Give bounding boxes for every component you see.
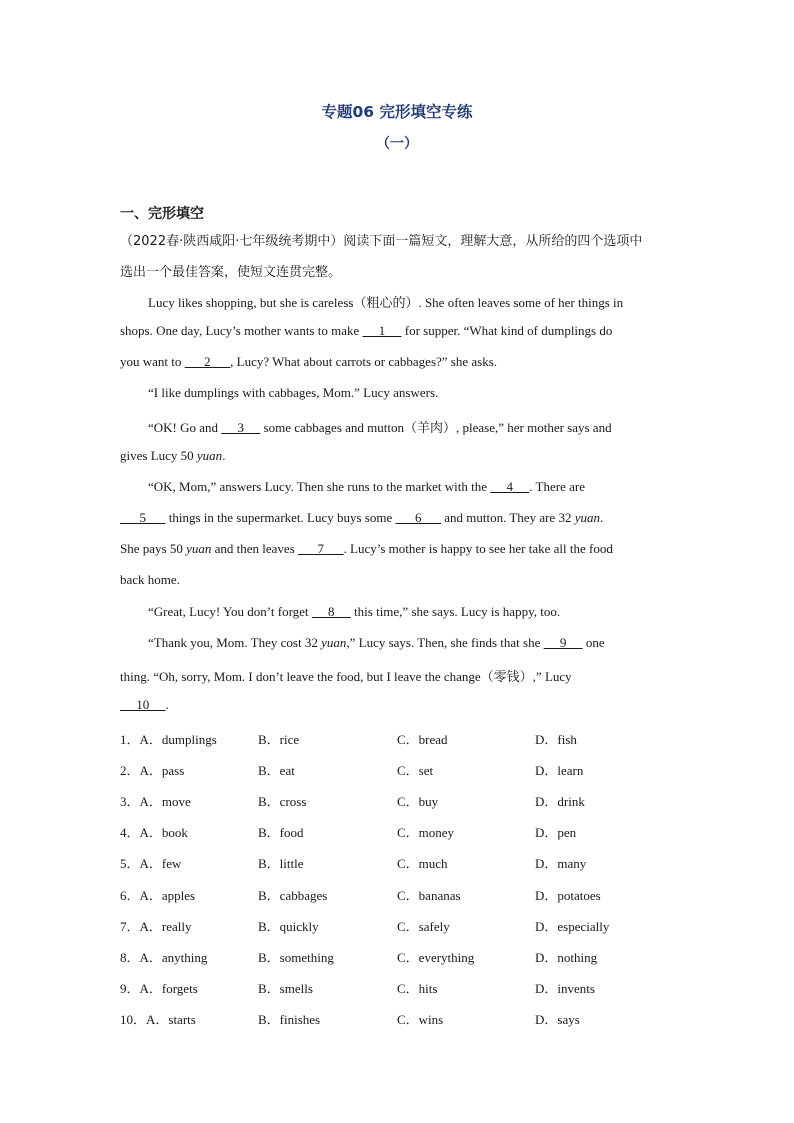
- passage-line: “Thank you, Mom. They cost 32 yuan,” Lucy says. Then, she finds that she 9 one: [148, 635, 605, 650]
- question-6-option-b: B．cabbages: [258, 888, 328, 903]
- question-8-option-b: B．something: [258, 950, 334, 965]
- blank-5: 5: [120, 510, 166, 525]
- passage-line: you want to 2 , Lucy? What about carrots or cabbages?” she asks.: [120, 354, 498, 369]
- question-10-option-c: C．wins: [397, 1012, 444, 1027]
- question-4-option-a: 4．A．book: [120, 825, 188, 840]
- question-6-option-d: D．potatoes: [535, 888, 601, 903]
- question-9-option-a: 9．A．forgets: [120, 981, 198, 996]
- question-8-option-c: C．everything: [397, 950, 475, 965]
- question-7-option-b: B．quickly: [258, 919, 319, 934]
- passage-line: thing. “Oh, sorry, Mom. I don’t leave the food, but I leave the change（零钱）,” Lucy: [120, 669, 572, 685]
- page-title: 专题06 完形填空专练: [321, 103, 473, 121]
- blank-1: 1: [362, 323, 402, 338]
- question-7-option-d: D．especially: [535, 919, 610, 934]
- blank-9: 9: [543, 635, 583, 650]
- question-10-option-b: B．finishes: [258, 1012, 321, 1027]
- passage-line: “I like dumplings with cabbages, Mom.” Lucy answers.: [148, 385, 439, 400]
- question-2-option-a: 2．A．pass: [120, 763, 185, 778]
- question-5-option-a: 5．A．few: [120, 856, 182, 871]
- question-1-option-d: D．fish: [535, 732, 577, 747]
- question-1-option-a: 1．A．dumplings: [120, 732, 217, 747]
- question-7-option-c: C．safely: [397, 919, 450, 934]
- question-5-option-b: B．little: [258, 856, 304, 871]
- question-3-option-b: B．cross: [258, 794, 307, 809]
- passage-line: “OK! Go and 3 some cabbages and mutton（羊肉）, please,” her mother says and: [148, 420, 612, 436]
- question-5-option-d: D．many: [535, 856, 587, 871]
- question-8-option-d: D．nothing: [535, 950, 598, 965]
- question-7-option-a: 7．A．really: [120, 919, 192, 934]
- question-2-option-d: D．learn: [535, 763, 584, 778]
- question-1-option-b: B．rice: [258, 732, 300, 747]
- question-10-option-d: D．says: [535, 1012, 580, 1027]
- blank-4: 4: [490, 479, 530, 494]
- passage-line: Lucy likes shopping, but she is careless（粗心的）. She often leaves some of her things in: [148, 295, 624, 311]
- intro-line-1: （2022春·陕西咸阳·七年级统考期中）阅读下面一篇短文，理解大意，从所给的四个选项中: [120, 234, 643, 249]
- question-8-option-a: 8．A．anything: [120, 950, 208, 965]
- passage-line: gives Lucy 50 yuan.: [120, 448, 226, 463]
- question-9-option-b: B．smells: [258, 981, 313, 996]
- question-4-option-d: D．pen: [535, 825, 577, 840]
- question-6-option-a: 6．A．apples: [120, 888, 196, 903]
- question-9-option-d: D．invents: [535, 981, 595, 996]
- intro-line-2: 选出一个最佳答案，使短文连贯完整。: [120, 265, 342, 280]
- question-9-option-c: C．hits: [397, 981, 438, 996]
- question-3-option-a: 3．A．move: [120, 794, 191, 809]
- question-4-option-b: B．food: [258, 825, 304, 840]
- section-title: 一、完形填空: [120, 206, 204, 222]
- question-10-option-a: 10．A．starts: [120, 1012, 196, 1027]
- blank-3: 3: [221, 420, 261, 435]
- question-3-option-d: D．drink: [535, 794, 585, 809]
- passage-line: shops. One day, Lucy’s mother wants to make 1 for supper. “What kind of dumplings do: [120, 323, 613, 338]
- passage-line: back home.: [120, 572, 180, 587]
- passage-line: “OK, Mom,” answers Lucy. Then she runs to the market with the 4 . There are: [148, 479, 585, 494]
- blank-10: 10: [120, 697, 166, 712]
- passage-line: 5 things in the supermarket. Lucy buys some 6 and mutton. They are 32 yuan.: [120, 510, 604, 525]
- blank-6: 6: [395, 510, 441, 525]
- question-2-option-b: B．eat: [258, 763, 295, 778]
- blank-7: 7: [298, 541, 344, 556]
- question-3-option-c: C．buy: [397, 794, 439, 809]
- blank-8: 8: [311, 604, 351, 619]
- question-6-option-c: C．bananas: [397, 888, 461, 903]
- question-1-option-c: C．bread: [397, 732, 448, 747]
- passage-line: She pays 50 yuan and then leaves 7 . Lucy’s mother is happy to see her take all the food: [120, 541, 613, 556]
- blank-2: 2: [184, 354, 231, 369]
- question-4-option-c: C．money: [397, 825, 455, 840]
- page-subtitle: （一）: [376, 136, 418, 152]
- question-2-option-c: C．set: [397, 763, 434, 778]
- passage-line: 10 .: [120, 697, 169, 712]
- question-5-option-c: C．much: [397, 856, 448, 871]
- passage-line: “Great, Lucy! You don’t forget 8 this time,” she says. Lucy is happy, too.: [148, 604, 561, 619]
